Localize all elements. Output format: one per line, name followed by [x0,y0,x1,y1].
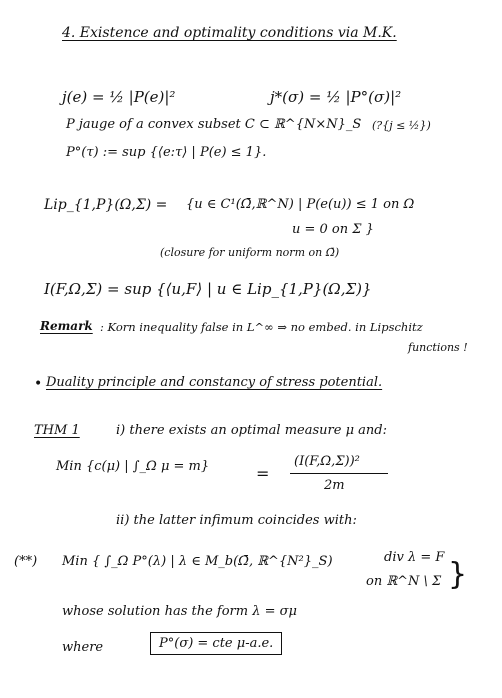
lip-rhs-line2: u = 0 on Σ } [292,222,374,237]
definition-j: j(e) = ½ |P(e)|² [62,88,176,106]
I-definition: I(F,Ω,Σ) = sup {⟨u,F⟩ | u ∈ Lip_{1,P}(Ω,Σ)} [44,280,372,298]
gauge-note: (?{j ≤ ½}) [372,119,431,132]
theorem-part-ii: ii) the latter infimum coincides with: [116,513,357,528]
star-condition-1: div λ = F [384,550,445,565]
star-condition-2: on ℝ^N \ Σ [366,574,442,589]
section-heading: 4. Existence and optimality conditions via M.K. [62,25,397,41]
fraction-denominator: 2m [324,478,345,493]
equals-sign: = [256,464,270,483]
whose-line: whose solution has the form λ = σμ [62,604,297,619]
theorem-label: THM 1 [34,423,80,438]
duality-title: Duality principle and constancy of stress potential. [46,375,383,390]
star-min: Min { ∫_Ω P°(λ) | λ ∈ M_b(Ω̄, ℝ^{N²}_S) [62,554,333,569]
theorem-part-i: i) there exists an optimal measure μ and: [116,423,387,438]
star-label: (**) [14,554,38,569]
gauge-line: P jauge of a convex subset C ⊂ ℝ^{N×N}_S [66,117,362,132]
lip-lhs: Lip_{1,P}(Ω,Σ) = [44,197,168,213]
bullet: • [34,376,43,392]
lip-closure-note: (closure for uniform norm on Ω̄) [160,246,340,259]
fraction-numerator: (I(F,Ω,Σ))² [294,454,360,469]
where-label: where [62,640,104,655]
definition-jstar: j*(σ) = ½ |P°(σ)|² [270,88,402,106]
remark-text: : Korn inequality false in L^∞ ⇒ no embed. in Lipschitz [100,320,423,334]
polar-definition: P°(τ) := sup {⟨e:τ⟩ | P(e) ≤ 1}. [66,145,267,160]
min-lhs: Min {c(μ) | ∫_Ω μ = m} [56,459,210,474]
remark-tail: functions ! [408,341,468,354]
lip-rhs-line1: {u ∈ C¹(Ω̄,ℝ^N) | P(e(u)) ≤ 1 on Ω [186,197,415,212]
boxed-condition: P°(σ) = cte μ-a.e. [150,632,282,655]
closing-brace: } [448,557,468,592]
fraction-bar [290,473,388,474]
remark-label: Remark [40,319,93,333]
